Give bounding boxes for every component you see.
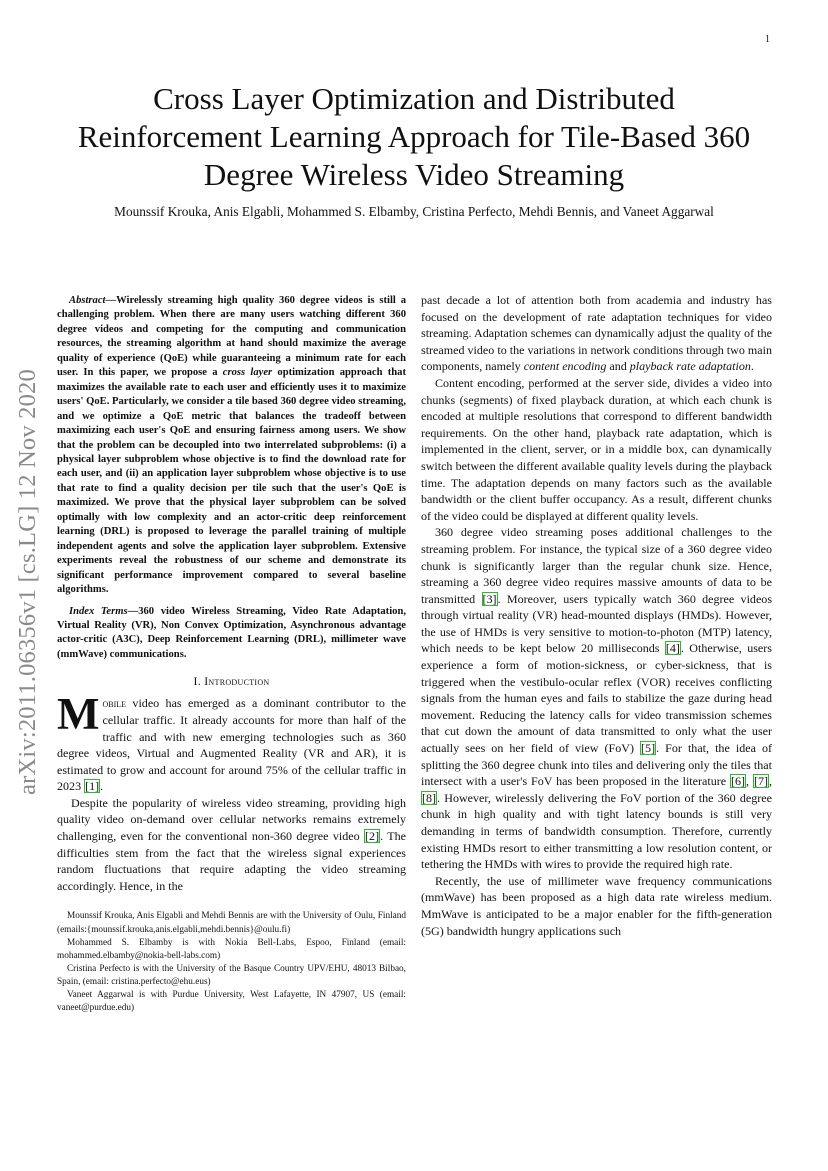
footnote-affiliation: Cristina Perfecto is with the University of the Basque Country UPV/EHU, 48013 Bilbao, Spain, (email: cristina.perfecto@ehu.eus): [57, 963, 406, 987]
citation-link[interactable]: [4]: [665, 641, 680, 656]
section-heading-introduction: [57, 674, 406, 689]
citation-link[interactable]: [8]: [422, 790, 437, 805]
abstract-text: Wirelessly streaming high quality 360 degree videos is still a challenging problem. When there are many users watching different 360 degree videos and competing for the computing and communication resources, the streaming algorithm at hand should maximize the average quality of experience (QoE) while guaranteeing a minimum rate for each user. In this paper, we propose a: [57, 295, 406, 379]
footnotes: [57, 910, 406, 1015]
page-number: 1: [765, 34, 770, 45]
section-number: I.: [193, 674, 205, 689]
footnote-affiliation: Mounssif Krouka, Anis Elgabli and Mehdi Bennis are with the University of Oulu, Finland (emails:{mounssif.krouka,anis.elgabli,mehdi.bennis}@oulu.fi): [57, 911, 406, 935]
arxiv-identifier: arXiv:2011.06356v1 [cs.LG] 12 Nov 2020: [14, 369, 42, 795]
body-text: ,: [746, 774, 753, 789]
body-text: . Moreover, users typically watch 360 degree videos through virtual reality (VR) head-mounted displays (HMDs). However, the use of HMDs is very sensitive to motion-to-photon (MTP) latency, which needs to be kept below 20 milliseconds: [421, 591, 773, 656]
paper-title: Cross Layer Optimization and Distributed Reinforcement Learning Approach for Tile-Based 360 Degree Wireless Video Streaming: [77, 81, 751, 192]
citation-link[interactable]: [3]: [482, 591, 497, 606]
citation-link[interactable]: [5]: [641, 741, 656, 756]
citation-link[interactable]: [7]: [753, 774, 768, 789]
index-terms-text: 360 video Wireless Streaming, Video Rate Adaptation, Virtual Reality (VR), Non Convex Optimization, Asynchronous advantage actor-critic (A3C), Deep Reinforcement Learning (DRL), millimeter wave (mmWave) communications.: [57, 605, 406, 660]
emphasis-text: playback rate adaptation: [629, 359, 751, 374]
footnote-affiliation: Vaneet Aggarwal is with Purdue University, West Lafayette, IN 47907, US (email: vaneet@purdue.edu): [57, 990, 406, 1014]
index-terms-dash: —: [127, 605, 139, 617]
abstract-label: Abstract: [69, 295, 106, 306]
drop-cap-word: obile: [102, 696, 127, 711]
intro-text-2-end: . The difficulties stem from the fact that the wireless signal experiences random fluctuations that require adapting the video streaming accordingly. Hence, in the: [57, 829, 406, 893]
body-text: and: [606, 359, 630, 374]
author-list: Mounssif Krouka, Anis Elgabli, Mohammed S. Elbamby, Cristina Perfecto, Mehdi Bennis, and Vaneet Aggarwal: [114, 204, 714, 219]
body-text: ,: [768, 774, 772, 789]
right-column: [421, 292, 772, 939]
abstract-dash: —: [105, 295, 117, 306]
right-paragraph-2: Content encoding, performed at the server side, divides a video into chunks (segments) of fixed playback duration, at which each chunk is encoded at multiple resolutions that correspond to different bandwidth requirements. On the other hand, playback rate adaptation, which is implemented in the client, server, or in a middle box, can dynamically switch between the different available quality levels during the playback time. The adaptation depends on many factors such as the available bandwidth or the client buffer occupancy. As a result, different chunks of the video could be displayed at different quality levels.: [421, 375, 772, 523]
section-title: Introduction: [204, 674, 270, 689]
intro-text-2: Despite the popularity of wireless video streaming, providing high quality video on-demand over cellular networks remains extremely challenging, even for the conventional non-360 degree video: [57, 795, 406, 844]
abstract: [57, 294, 406, 598]
emphasis-text: content encoding: [523, 359, 607, 374]
abstract-text-continued: optimization approach that maximizes the available rate to each user and efficiently uses it to maximize users' QoE. Particularly, we consider a tile based 360 degree video streaming, and we optimize a QoE metric that balances the tradeoff between maximizing each user's QoE and ensuring fairness among users. We show that the problem can be decoupled into two interrelated subproblems: (i) a physical layer subproblem whose objective is to find the download rate for each user, and (ii) an application layer subproblem whose objective is to use that rate to find a quality decision per tile such that the user's QoE is maximized. We prove that the physical layer subproblem can be solved optimally with low complexity and an actor-critic deep reinforcement learning (DRL) is proposed to leverage the parallel training of multiple independent agents and solve the application layer subproblem. Extensive experiments reveal the robustness of our scheme and demonstrate its significant performance improvement compared to several baseline algorithms.: [57, 367, 406, 596]
body-text: . For that, the idea of splitting the 360 degree chunk into tiles and delivering only the tiles that intersect with a user's FoV has been proposed in the literature: [421, 741, 773, 789]
citation-link[interactable]: [1]: [85, 779, 100, 794]
intro-paragraph-1: [57, 689, 406, 795]
intro-text-1-end: .: [100, 779, 104, 794]
index-terms: [57, 605, 406, 663]
body-text: .: [750, 359, 754, 374]
right-paragraph-4: Recently, the use of millimeter wave frequency communications (mmWave) has been proposed as a high data rate wireless medium. MmWave is anticipated to be a major enabler for the fifth-generation (5G) bandwidth hungry applications such: [421, 873, 772, 938]
body-text: . Otherwise, users experience a form of motion-sickness, or cyber-sickness, that is triggered when the vestibulo-ocular reflex (VOR) receives conflicting signals from the human eyes and fails to stabilize the gaze during head movement. Reducing the latency calls for video transmission schemes that cut down the amount of data transmitted to only what the user actually sees on her field of view (FoV): [421, 641, 772, 756]
right-paragraph-1: [421, 292, 772, 375]
footnote-affiliation: Mohammed S. Elbamby is with Nokia Bell-Labs, Espoo, Finland (email: mohammed.elbamby@nokia-bell-labs.com): [57, 937, 406, 961]
index-terms-label: Index Terms: [69, 605, 128, 617]
body-text: 360 degree video streaming poses additional challenges to the streaming problem. For instance, the typical size of a 360 degree video chunk is significantly larger than the regular chunk size. Hence, streaming a 360 degree video requires massive amounts of data to be transmitted: [421, 525, 772, 606]
abstract-emphasis: cross layer: [222, 367, 273, 379]
citation-link[interactable]: [6]: [730, 774, 746, 789]
intro-text-1: video has emerged as a dominant contributor to the cellular traffic. It already accounts for more than half of the traffic and with new emerging technologies such as 360 degree videos, Virtual and Augmented Reality (VR and AR), it is estimated to grow and account for around 75% of the cellular traffic in 2023: [57, 696, 406, 794]
drop-cap: M: [57, 689, 100, 740]
body-text: past decade a lot of attention both from academia and industry has focused on the development of rate adaptation techniques for video streaming. Adaptation schemes can dynamically adjust the quality of the streamed video to the variations in network conditions through two main components, namely: [421, 293, 772, 374]
left-column: [57, 294, 406, 1015]
body-text: . However, wirelessly delivering the FoV portion of the 360 degree chunk in high quality and with tight latency bounds is still very demanding in terms of bandwidth consumption. Therefore, currently existing HMDs resort to either transmitting a low resolution content, or tethering the HMDs with wires to provide the required high rate.: [421, 790, 772, 872]
right-paragraph-3: [421, 524, 772, 872]
intro-paragraph-2: [57, 795, 406, 895]
citation-link[interactable]: [2]: [365, 829, 380, 844]
arxiv-stamp: [4, 312, 52, 852]
